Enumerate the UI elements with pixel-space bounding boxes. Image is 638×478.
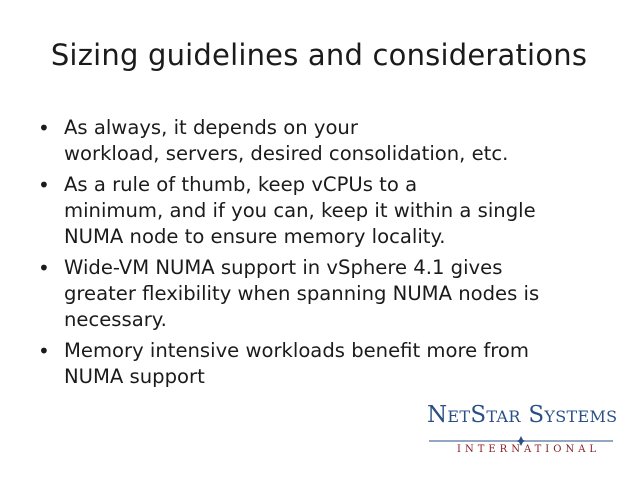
bullet-list	[38, 115, 598, 395]
logo-subtitle: INTERNATIONAL	[457, 444, 601, 455]
bullet-text	[64, 255, 539, 333]
bullet-line: As always, it depends on your	[64, 116, 358, 139]
bullet-dot: •	[38, 173, 50, 197]
bullet-line: minimum, and if you can, keep it within a single	[64, 199, 536, 222]
bullet-line: Wide-VM NUMA support in vSphere 4.1 gives	[64, 256, 503, 279]
bullet-line: necessary.	[64, 308, 167, 331]
slide-title: Sizing guidelines and considerations	[50, 38, 588, 72]
bullet-line: greater flexibility when spanning NUMA nodes is	[64, 282, 540, 305]
bullet-line: Memory intensive workloads benefit more from	[64, 339, 529, 362]
bullet-line: NUMA support	[64, 365, 205, 388]
bullet-item	[38, 172, 598, 250]
bullet-item	[38, 338, 598, 390]
bullet-line: As a rule of thumb, keep vCPUs to a	[64, 173, 418, 196]
bullet-dot: •	[38, 339, 50, 363]
bullet-line: workload, servers, desired consolidation, etc.	[64, 142, 509, 165]
bullet-dot: •	[38, 116, 50, 140]
netstar-logo	[427, 402, 617, 458]
logo-wordmark: NetStar Systems	[427, 402, 618, 428]
bullet-text	[64, 115, 508, 167]
bullet-item	[38, 255, 598, 333]
bullet-text	[64, 172, 536, 250]
bullet-dot: •	[38, 256, 50, 280]
bullet-text	[64, 338, 529, 390]
bullet-line: NUMA node to ensure memory locality.	[64, 225, 446, 248]
bullet-item	[38, 115, 598, 167]
